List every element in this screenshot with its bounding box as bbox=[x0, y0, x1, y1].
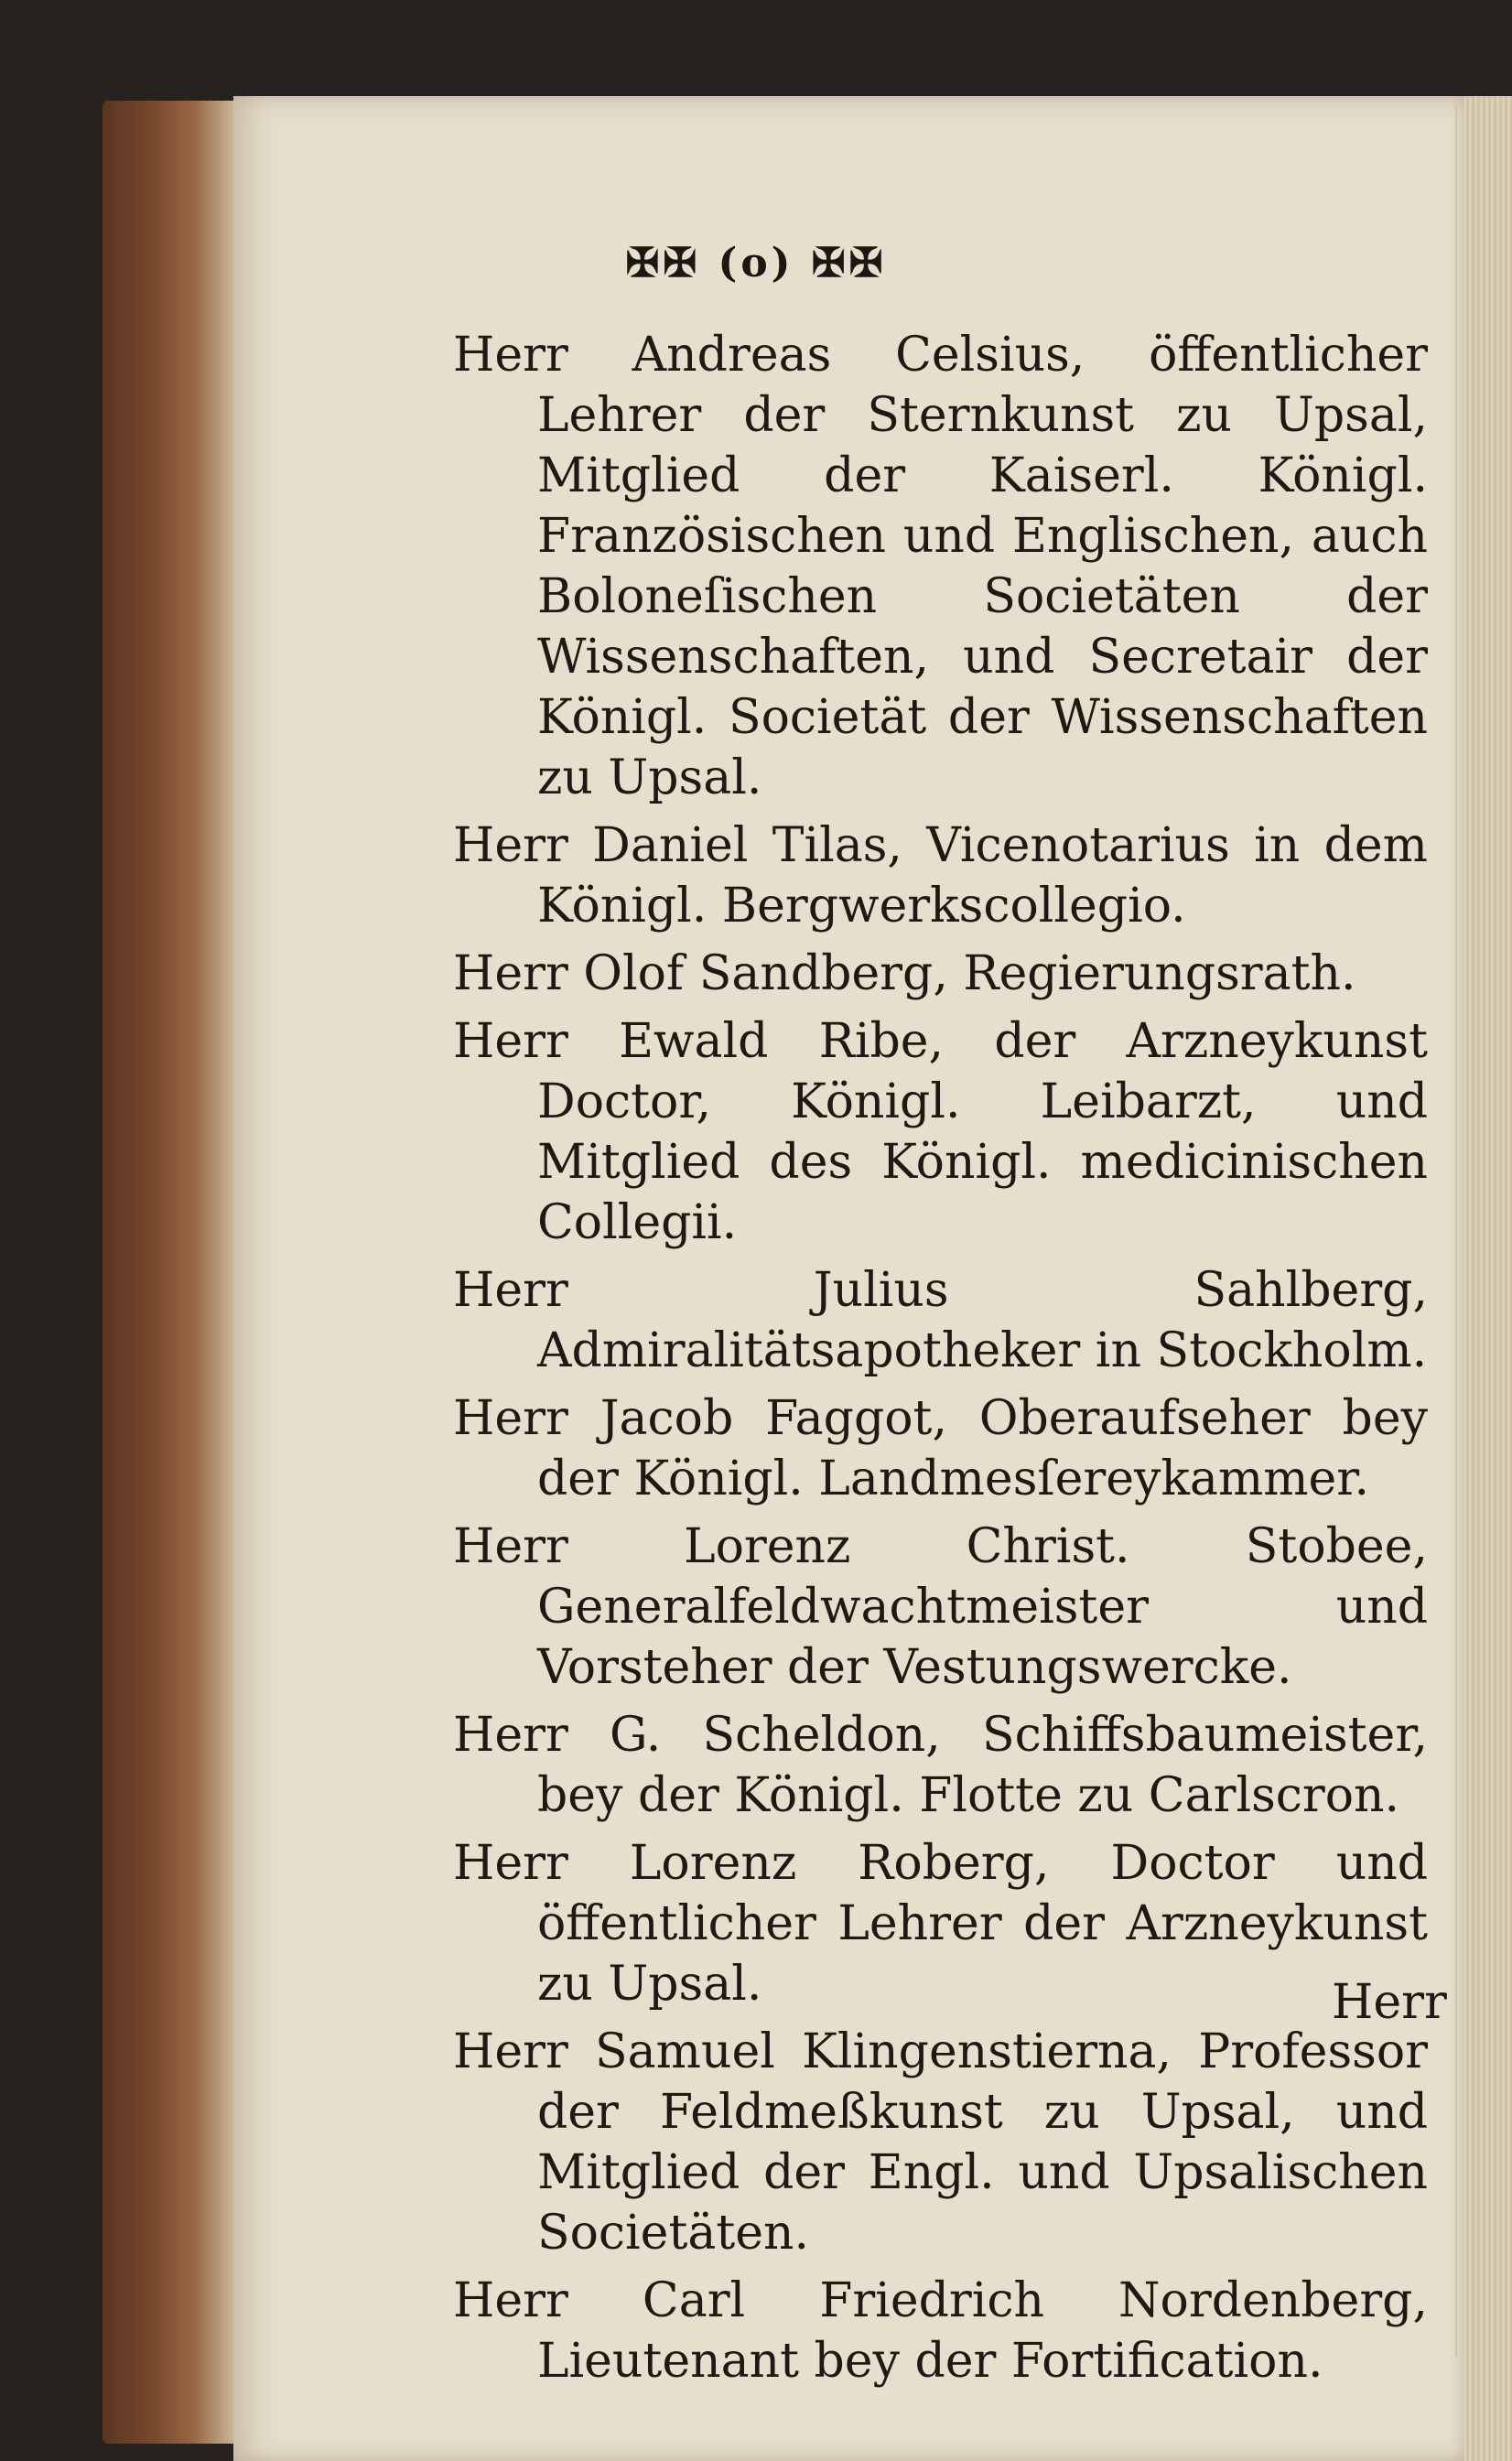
page-edges bbox=[1460, 96, 1512, 2461]
page-header-ornament: ✠✠ (o) ✠✠ bbox=[625, 240, 887, 286]
list-item: Herr Olof Sandberg, Regierungsrath. bbox=[453, 946, 1356, 1001]
list-item: Herr Jacob Faggot, Oberaufseher bey der Königl. Landmesſereykammer. bbox=[453, 1391, 1428, 1506]
list-item: Herr Lorenz Christ. Stobee, Generalfeldwachtmeister und Vorsteher der Vestungswercke. bbox=[453, 1519, 1428, 1695]
list-item: Herr G. Scheldon, Schiffsbaumeister, bey der Königl. Flotte zu Carlscron. bbox=[453, 1708, 1428, 1823]
list-item: Herr Andreas Celsius, öffentlicher Lehrer der Sternkunst zu Upsal, Mitglied der Kaiserl. Königl. Französischen und Englischen, auch Boloneſischen Societäten der Wissenschaften, und Secretair der Königl. Societät der Wissenschaften zu Upsal. bbox=[453, 328, 1428, 805]
member-list bbox=[453, 325, 1428, 2399]
list-item: Herr Samuel Klingenstierna, Professor der Feldmeßkunst zu Upsal, und Mitglied der Engl. und Upsalischen Societäten. bbox=[453, 2024, 1428, 2261]
list-item: Herr Carl Friedrich Nordenberg, Lieutenant bey der Fortification. bbox=[453, 2273, 1428, 2389]
list-item: Herr Lorenz Roberg, Doctor und öffentlicher Lehrer der Arzneykunst zu Upsal. bbox=[453, 1836, 1428, 2012]
list-item: Herr Ewald Ribe, der Arzneykunst Doctor, Königl. Leibarzt, und Mitglied des Königl. medicinischen Collegii. bbox=[453, 1014, 1428, 1250]
catchword: Herr bbox=[1332, 1975, 1447, 2030]
list-item: Herr Julius Sahlberg, Admiralitätsapotheker in Stockholm. bbox=[453, 1263, 1428, 1378]
list-item: Herr Daniel Tilas, Vicenotarius in dem Königl. Bergwerkscollegio. bbox=[453, 818, 1428, 934]
page-edge-line bbox=[1455, 105, 1457, 2357]
